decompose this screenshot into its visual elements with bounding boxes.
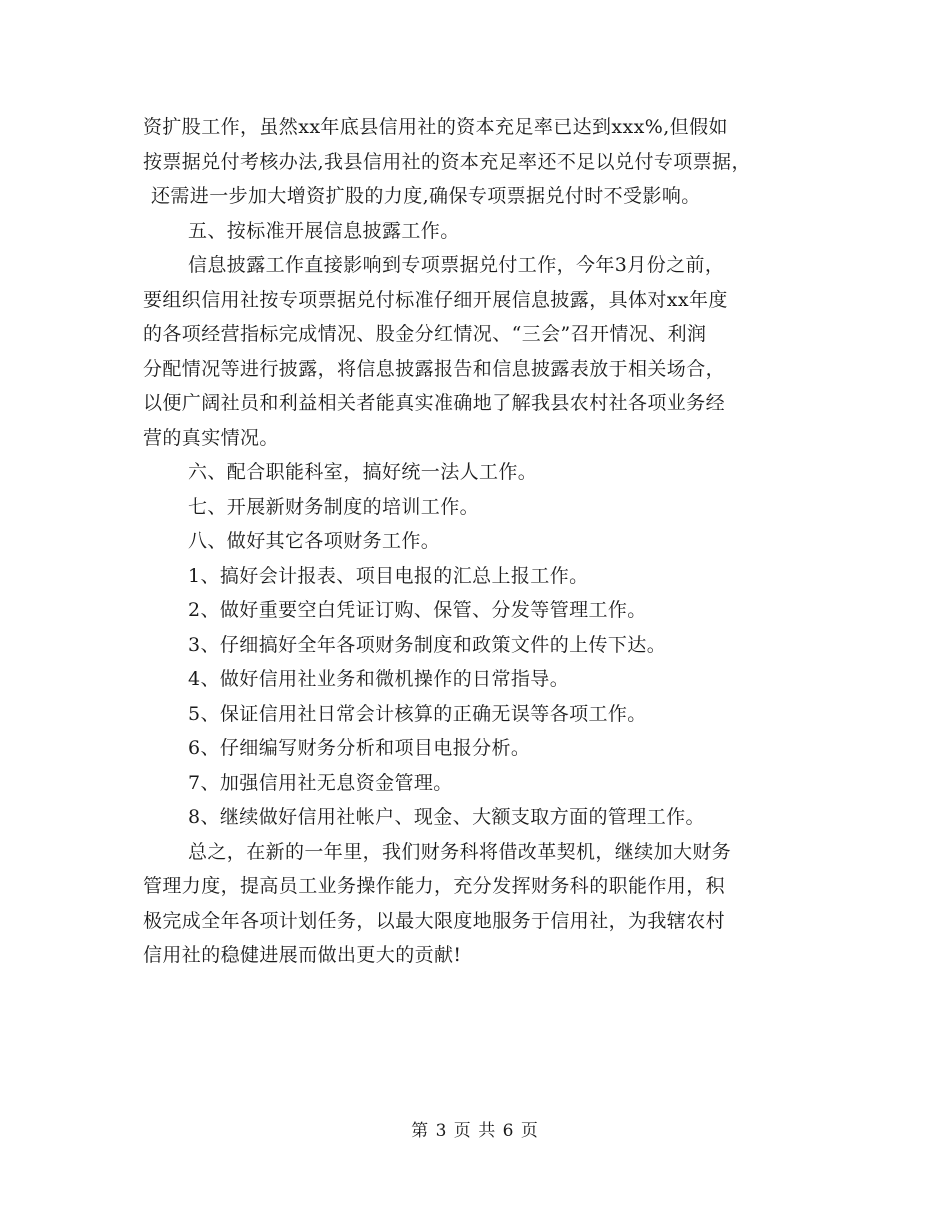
text-line: 管理力度，提高员工业务操作能力，充分发挥财务科的职能作用，积 xyxy=(143,875,726,897)
text-line: 信息披露工作直接影响到专项票据兑付工作，今年3月份之前， xyxy=(188,254,725,276)
document-body xyxy=(143,110,833,973)
text-line: 八、做好其它各项财务工作。 xyxy=(188,530,441,552)
text-line: 5、保证信用社日常会计核算的正确无误等各项工作。 xyxy=(188,702,647,725)
text-line: 还需进一步加大增资扩股的力度,确保专项票据兑付时不受影响。 xyxy=(151,185,701,207)
text-line: 1、搞好会计报表、项目电报的汇总上报工作。 xyxy=(188,564,589,587)
text-line: 分配情况等进行披露，将信息披露报告和信息披露表放于相关场合， xyxy=(143,357,726,380)
text-line: 2、做好重要空白凭证订购、保管、分发等管理工作。 xyxy=(188,599,647,621)
text-line: 要组织信用社按专项票据兑付标准仔细开展信息披露，具体对xx年度 xyxy=(143,288,728,311)
text-line: 信用社的稳健进展而做出更大的贡献! xyxy=(143,944,462,966)
text-line: 六、配合职能科室，搞好统一法人工作。 xyxy=(188,461,538,483)
text-line: 以便广阔社员和利益相关者能真实准确地了解我县农村社各项业务经 xyxy=(143,392,726,414)
page-footer: 第 3 页 共 6 页 xyxy=(411,1121,539,1141)
text-line: 4、做好信用社业务和微机操作的日常指导。 xyxy=(188,668,570,690)
text-line: 营的真实情况。 xyxy=(143,426,279,449)
text-line: 五、按标准开展信息披露工作。 xyxy=(188,219,460,242)
text-line: 的各项经营指标完成情况、股金分红情况、“三会”召开情况、利润 xyxy=(143,323,707,345)
text-line: 资扩股工作，虽然xx年底县信用社的资本充足率已达到xxx%,但假如 xyxy=(143,116,728,138)
text-line: 极完成全年各项计划任务，以最大限度地服务于信用社，为我辖农村 xyxy=(143,909,726,932)
text-line: 总之，在新的一年里，我们财务科将借改革契机，继续加大财务 xyxy=(188,840,732,863)
text-line: 七、开展新财务制度的培训工作。 xyxy=(188,495,480,518)
text-line: 7、加强信用社无息资金管理。 xyxy=(188,771,453,794)
text-line: 按票据兑付考核办法,我县信用社的资本充足率还不足以兑付专项票据， xyxy=(143,150,751,173)
text-line: 8、继续做好信用社帐户、现金、大额支取方面的管理工作。 xyxy=(188,806,705,828)
text-line: 6、仔细编写财务分析和项目电报分析。 xyxy=(188,737,531,759)
text-line: 3、仔细搞好全年各项财务制度和政策文件的上传下达。 xyxy=(188,633,667,656)
